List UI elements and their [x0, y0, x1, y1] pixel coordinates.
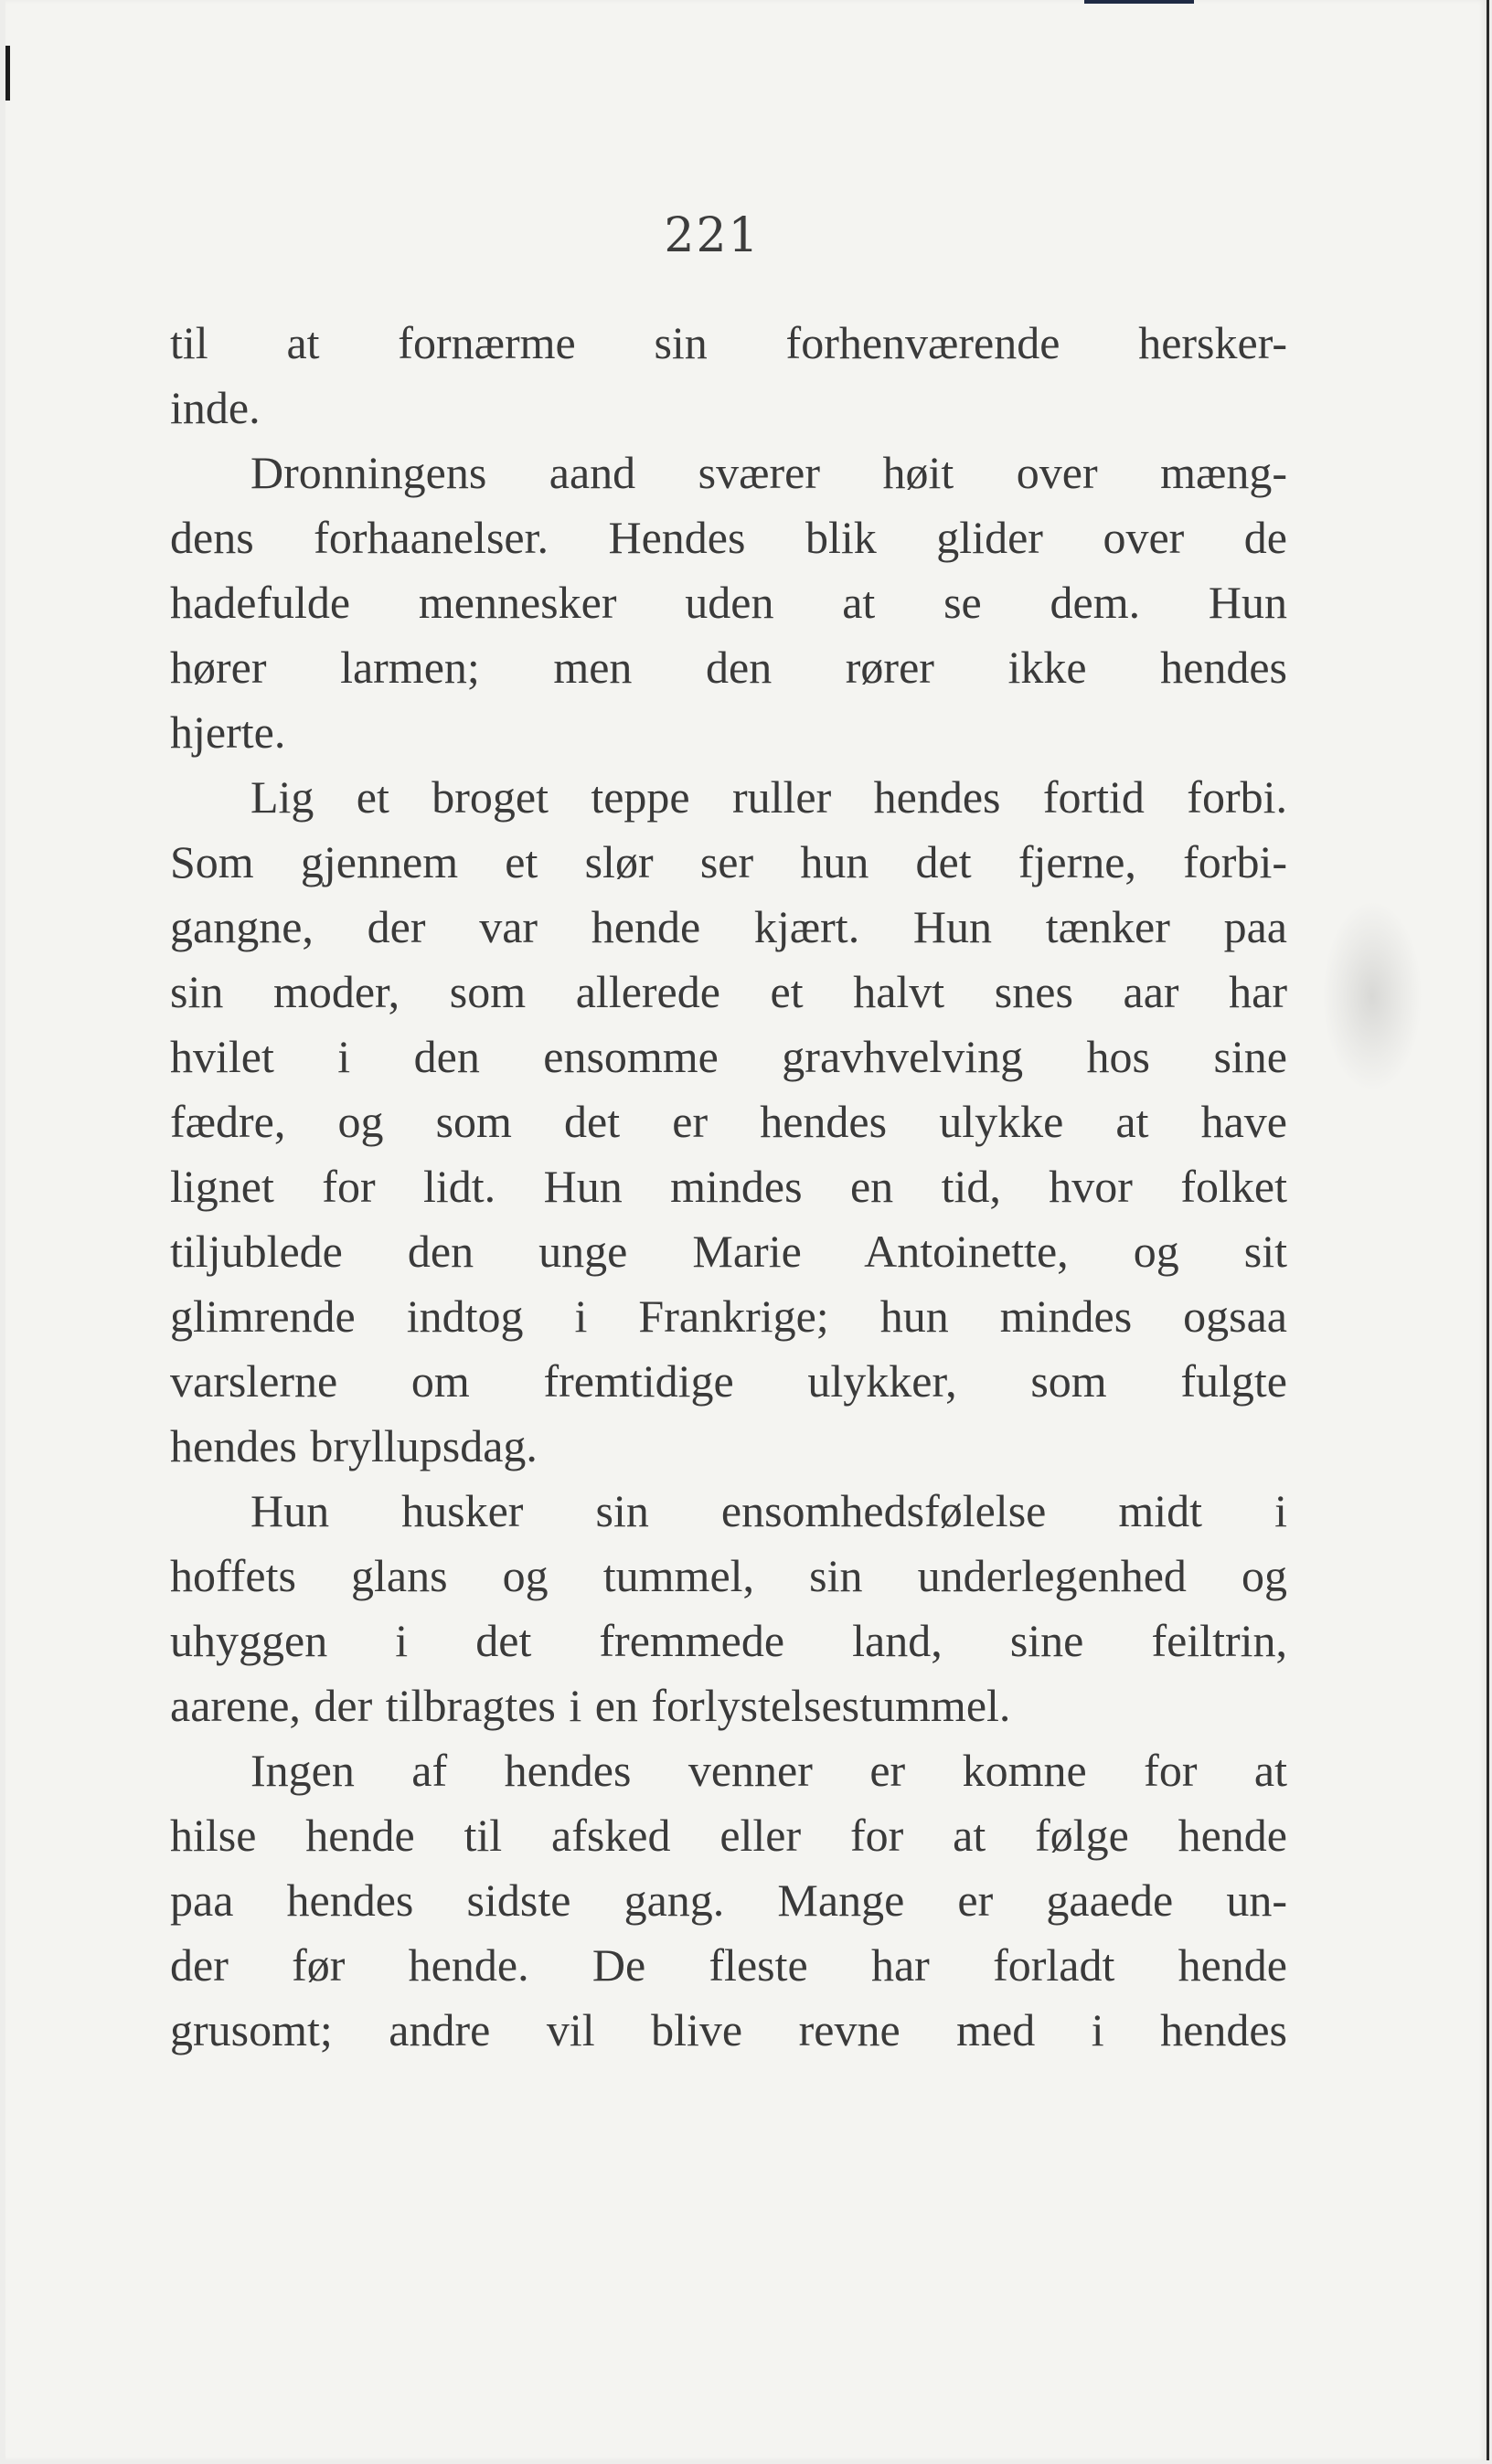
text-line: hendes bryllupsdag.	[170, 1420, 538, 1471]
text-line: inde.	[170, 382, 261, 433]
book-page	[5, 0, 1489, 2460]
text-line: sin moder, som allerede et halvt snes aar har	[170, 966, 1287, 1017]
text-line: Lig et broget teppe ruller hendes fortid forbi.	[250, 771, 1287, 823]
text-line: Som gjennem et slør ser hun det fjerne, forbi-	[170, 836, 1287, 887]
scan-binding-mark	[5, 46, 10, 101]
text-line: hører larmen; men den rører ikke hendes	[170, 642, 1287, 693]
text-line: hilse hende til afsked eller for at følge hende	[170, 1810, 1287, 1861]
text-line: uhyggen i det fremmede land, sine feiltrin,	[170, 1615, 1287, 1666]
text-line: fædre, og som det er hendes ulykke at have	[170, 1096, 1287, 1147]
text-line: der før hende. De fleste har forladt hende	[170, 1939, 1287, 1991]
paper-smudge	[1322, 900, 1423, 1092]
body-text	[170, 311, 1287, 2063]
text-line: dens forhaanelser. Hendes blik glider over de	[170, 512, 1287, 563]
text-line: aarene, der tilbragtes i en forlystelsestummel.	[170, 1680, 1011, 1731]
text-line: glimrende indtog i Frankrige; hun mindes ogsaa	[170, 1290, 1287, 1342]
text-line: lignet for lidt. Hun mindes en tid, hvor folket	[170, 1161, 1287, 1212]
text-line: tiljublede den unge Marie Antoinette, og sit	[170, 1226, 1287, 1277]
text-line: gangne, der var hende kjært. Hun tænker paa	[170, 901, 1287, 952]
scan-edge-mark	[1084, 0, 1194, 4]
text-line: Hun husker sin ensomhedsfølelse midt i	[250, 1485, 1287, 1536]
text-line: hvilet i den ensomme gravhvelving hos sine	[170, 1031, 1287, 1082]
text-line: til at fornærme sin forhenværende hersker-	[170, 317, 1287, 368]
text-line: paa hendes sidste gang. Mange er gaaede un-	[170, 1875, 1287, 1926]
text-line: grusomt; andre vil blive revne med i hendes	[170, 2004, 1287, 2055]
text-line: hoffets glans og tummel, sin underlegenhed og	[170, 1550, 1287, 1601]
text-line: hadefulde mennesker uden at se dem. Hun	[170, 577, 1287, 628]
text-line: hjerte.	[170, 706, 286, 758]
page-number: 221	[664, 208, 761, 263]
text-line: varslerne om fremtidige ulykker, som fulgte	[170, 1355, 1287, 1407]
text-line: Ingen af hendes venner er komne for at	[250, 1745, 1287, 1796]
text-line: Dronningens aand sværer høit over mæng-	[250, 447, 1287, 498]
